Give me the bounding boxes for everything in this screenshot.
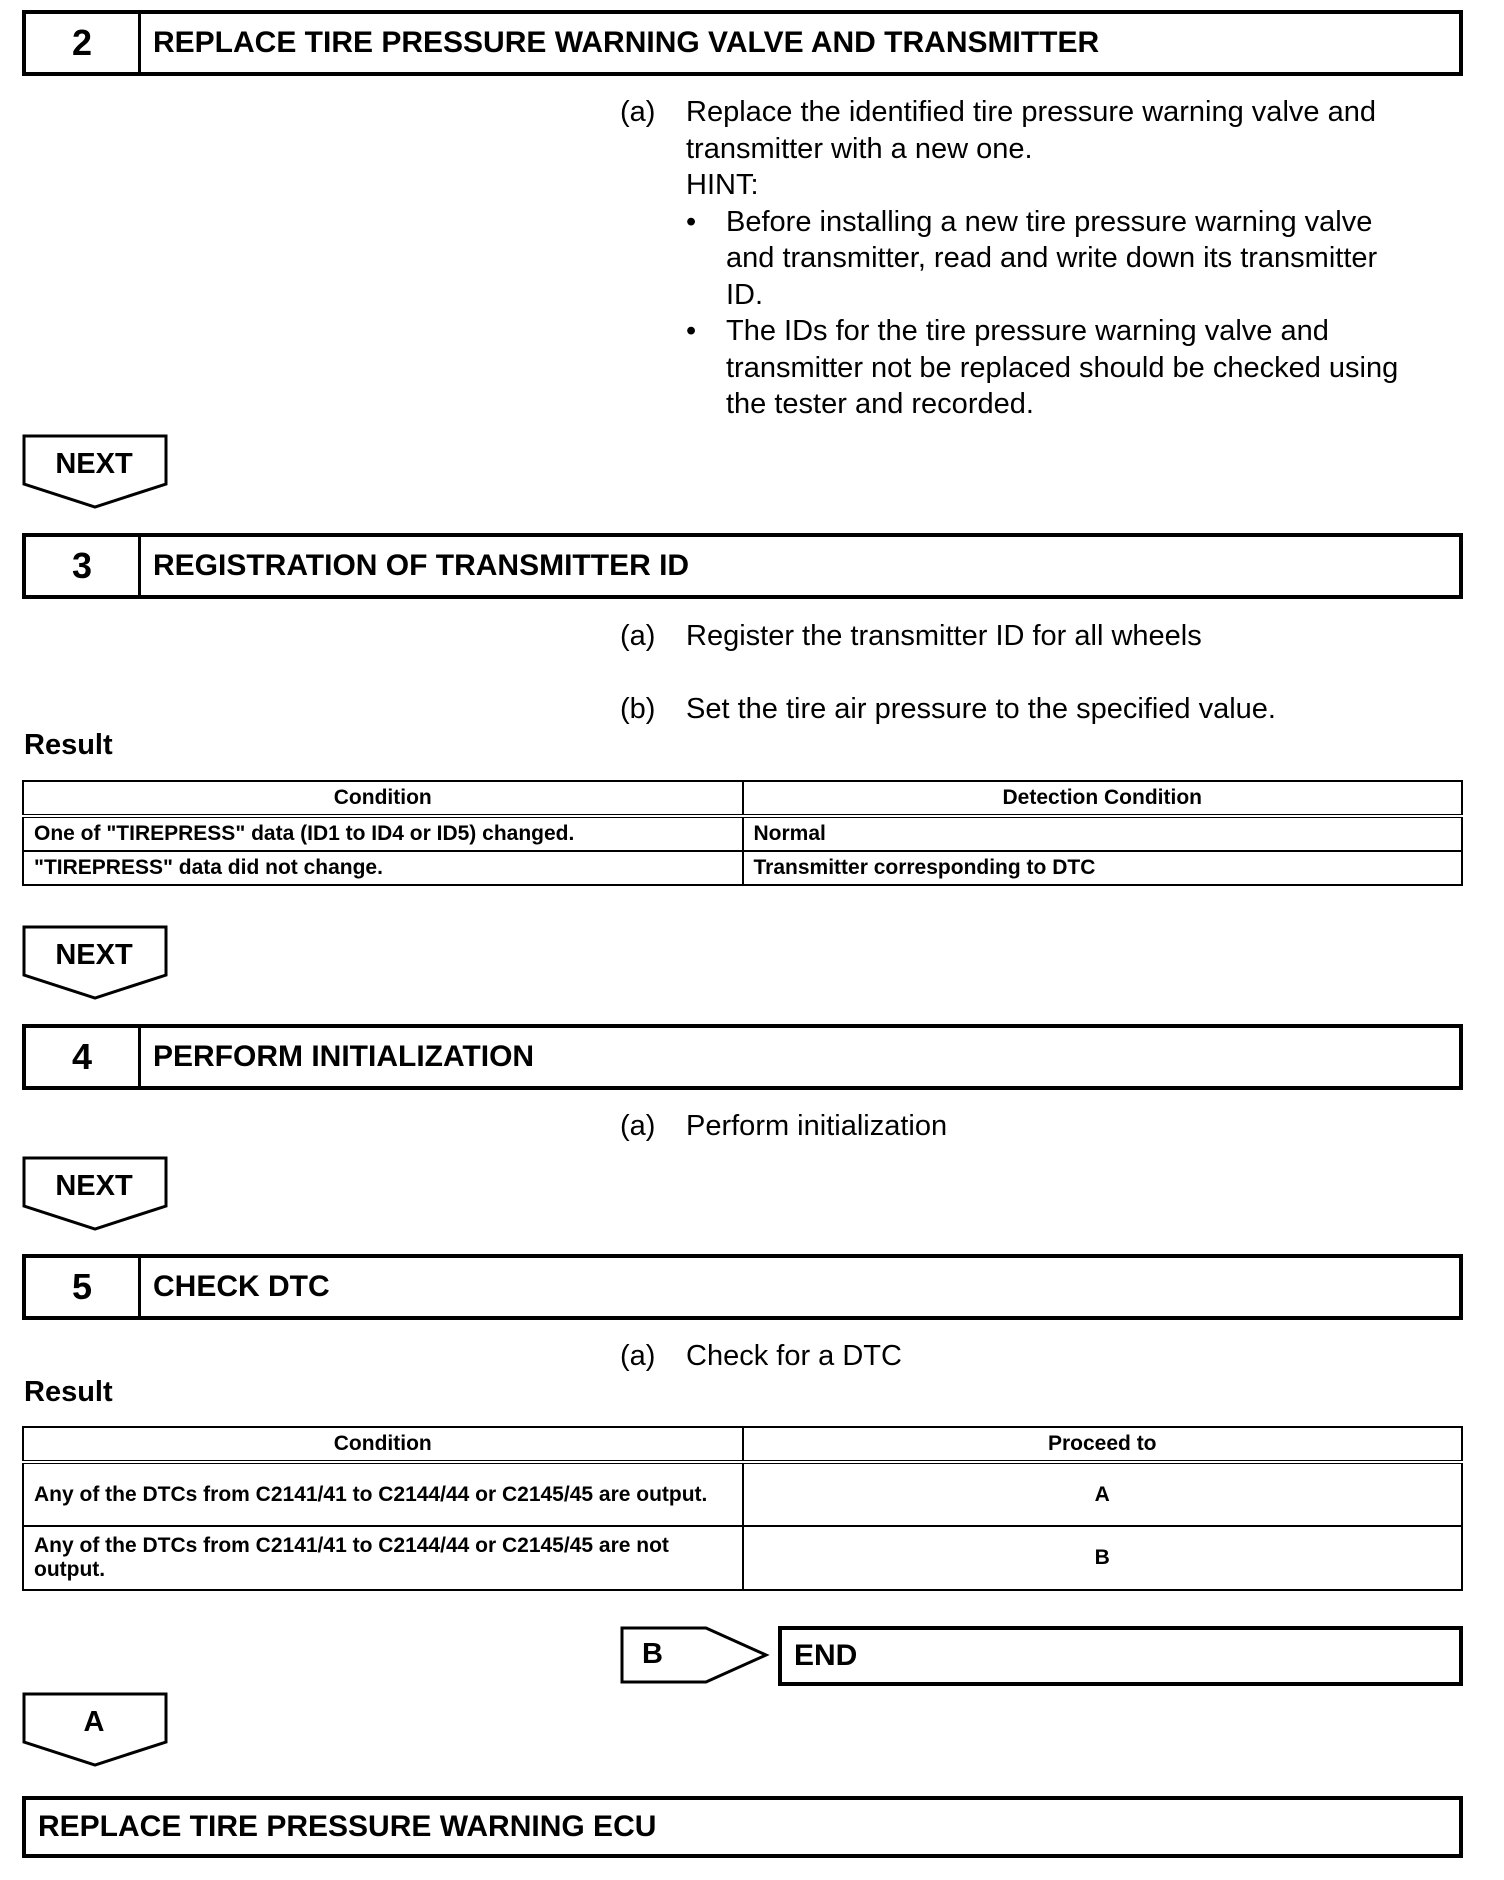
step-3-instruction-a bbox=[620, 618, 1450, 655]
table-cell: Transmitter corresponding to DTC bbox=[743, 851, 1463, 885]
bullet-dot: • bbox=[686, 315, 697, 347]
step-2-header bbox=[22, 10, 1463, 76]
table-cell: Any of the DTCs from C2141/41 to C2144/44 or C2145/45 are not output. bbox=[23, 1526, 743, 1590]
step-3-result-table bbox=[22, 780, 1463, 886]
step-4-header bbox=[22, 1024, 1463, 1090]
branch-b-label: B bbox=[642, 1638, 663, 1670]
bullet-line: transmitter not be replaced should be checked using bbox=[726, 351, 1399, 384]
branch-a-arrow bbox=[22, 1692, 168, 1768]
next-arrow bbox=[22, 925, 168, 1001]
bullet-dot: • bbox=[686, 205, 697, 238]
bullet-line: the tester and recorded. bbox=[726, 388, 1034, 420]
bullet-line: ID. bbox=[726, 278, 764, 311]
bullet-line: Before installing a new tire pressure warning valve bbox=[726, 205, 1373, 238]
result-label: Result bbox=[24, 1376, 113, 1408]
next-label: NEXT bbox=[55, 448, 133, 480]
table-cell: One of "TIREPRESS" data (ID1 to ID4 or ID5) changed. bbox=[23, 816, 743, 851]
table-header-cell: Condition bbox=[23, 1427, 743, 1462]
step-title: REGISTRATION OF TRANSMITTER ID bbox=[153, 549, 690, 582]
end-box: END bbox=[778, 1626, 1463, 1686]
instruction-letter: (a) bbox=[620, 620, 656, 652]
step-title: PERFORM INITIALIZATION bbox=[153, 1040, 535, 1073]
table-row bbox=[23, 1526, 1462, 1590]
instruction-letter: (b) bbox=[620, 693, 656, 725]
table-cell: Normal bbox=[743, 816, 1463, 851]
step-3-instruction-b bbox=[620, 691, 1450, 728]
instruction-text: Replace the identified tire pressure warning valve and bbox=[686, 96, 1376, 128]
instruction-text: transmitter with a new one. bbox=[686, 132, 1033, 165]
next-arrow bbox=[22, 1156, 168, 1232]
step-5-instruction-a bbox=[620, 1338, 1450, 1375]
table-header-cell: Proceed to bbox=[743, 1427, 1463, 1462]
step-title: REPLACE TIRE PRESSURE WARNING VALVE AND TRANSMITTER bbox=[153, 26, 1100, 59]
step-title: CHECK DTC bbox=[153, 1270, 330, 1303]
step-number: 5 bbox=[26, 1258, 141, 1316]
step-3-header bbox=[22, 533, 1463, 599]
instruction-letter: (a) bbox=[620, 96, 656, 128]
next-label: NEXT bbox=[55, 939, 133, 971]
step-5-header bbox=[22, 1254, 1463, 1320]
hint-bullet bbox=[686, 204, 1398, 314]
bullet-line: and transmitter, read and write down its transmitter bbox=[726, 242, 1378, 274]
table-header-row bbox=[23, 781, 1462, 816]
instruction-text: Register the transmitter ID for all wheels bbox=[686, 620, 1202, 652]
final-action-box: REPLACE TIRE PRESSURE WARNING ECU bbox=[22, 1796, 1463, 1858]
instruction-letter: (a) bbox=[620, 1340, 656, 1372]
table-cell: B bbox=[743, 1526, 1463, 1590]
hint-label: HINT: bbox=[686, 169, 759, 201]
step-2-instructions bbox=[620, 94, 1450, 423]
table-cell: A bbox=[743, 1462, 1463, 1526]
bullet-line: The IDs for the tire pressure warning valve and bbox=[726, 315, 1329, 347]
step-number: 2 bbox=[26, 14, 141, 72]
table-header-cell: Detection Condition bbox=[743, 781, 1463, 816]
result-label: Result bbox=[24, 729, 113, 761]
branch-b-arrow bbox=[620, 1626, 770, 1684]
step-4-instruction-a bbox=[620, 1108, 1450, 1145]
table-header-cell: Condition bbox=[23, 781, 743, 816]
branch-a-label: A bbox=[83, 1706, 105, 1738]
table-row bbox=[23, 851, 1462, 885]
step-number: 4 bbox=[26, 1028, 141, 1086]
step-number: 3 bbox=[26, 537, 141, 595]
table-cell: "TIREPRESS" data did not change. bbox=[23, 851, 743, 885]
hint-bullet bbox=[686, 313, 1398, 423]
next-label: NEXT bbox=[55, 1170, 133, 1202]
table-header-row bbox=[23, 1427, 1462, 1462]
instruction-text: Set the tire air pressure to the specified value. bbox=[686, 693, 1276, 725]
instruction-letter: (a) bbox=[620, 1110, 656, 1142]
table-row bbox=[23, 1462, 1462, 1526]
step-5-result-table bbox=[22, 1426, 1463, 1591]
next-arrow bbox=[22, 434, 168, 510]
table-row bbox=[23, 816, 1462, 851]
instruction-text: Check for a DTC bbox=[686, 1340, 902, 1372]
instruction-text: Perform initialization bbox=[686, 1110, 948, 1142]
table-cell: Any of the DTCs from C2141/41 to C2144/44 or C2145/45 are output. bbox=[23, 1462, 743, 1526]
